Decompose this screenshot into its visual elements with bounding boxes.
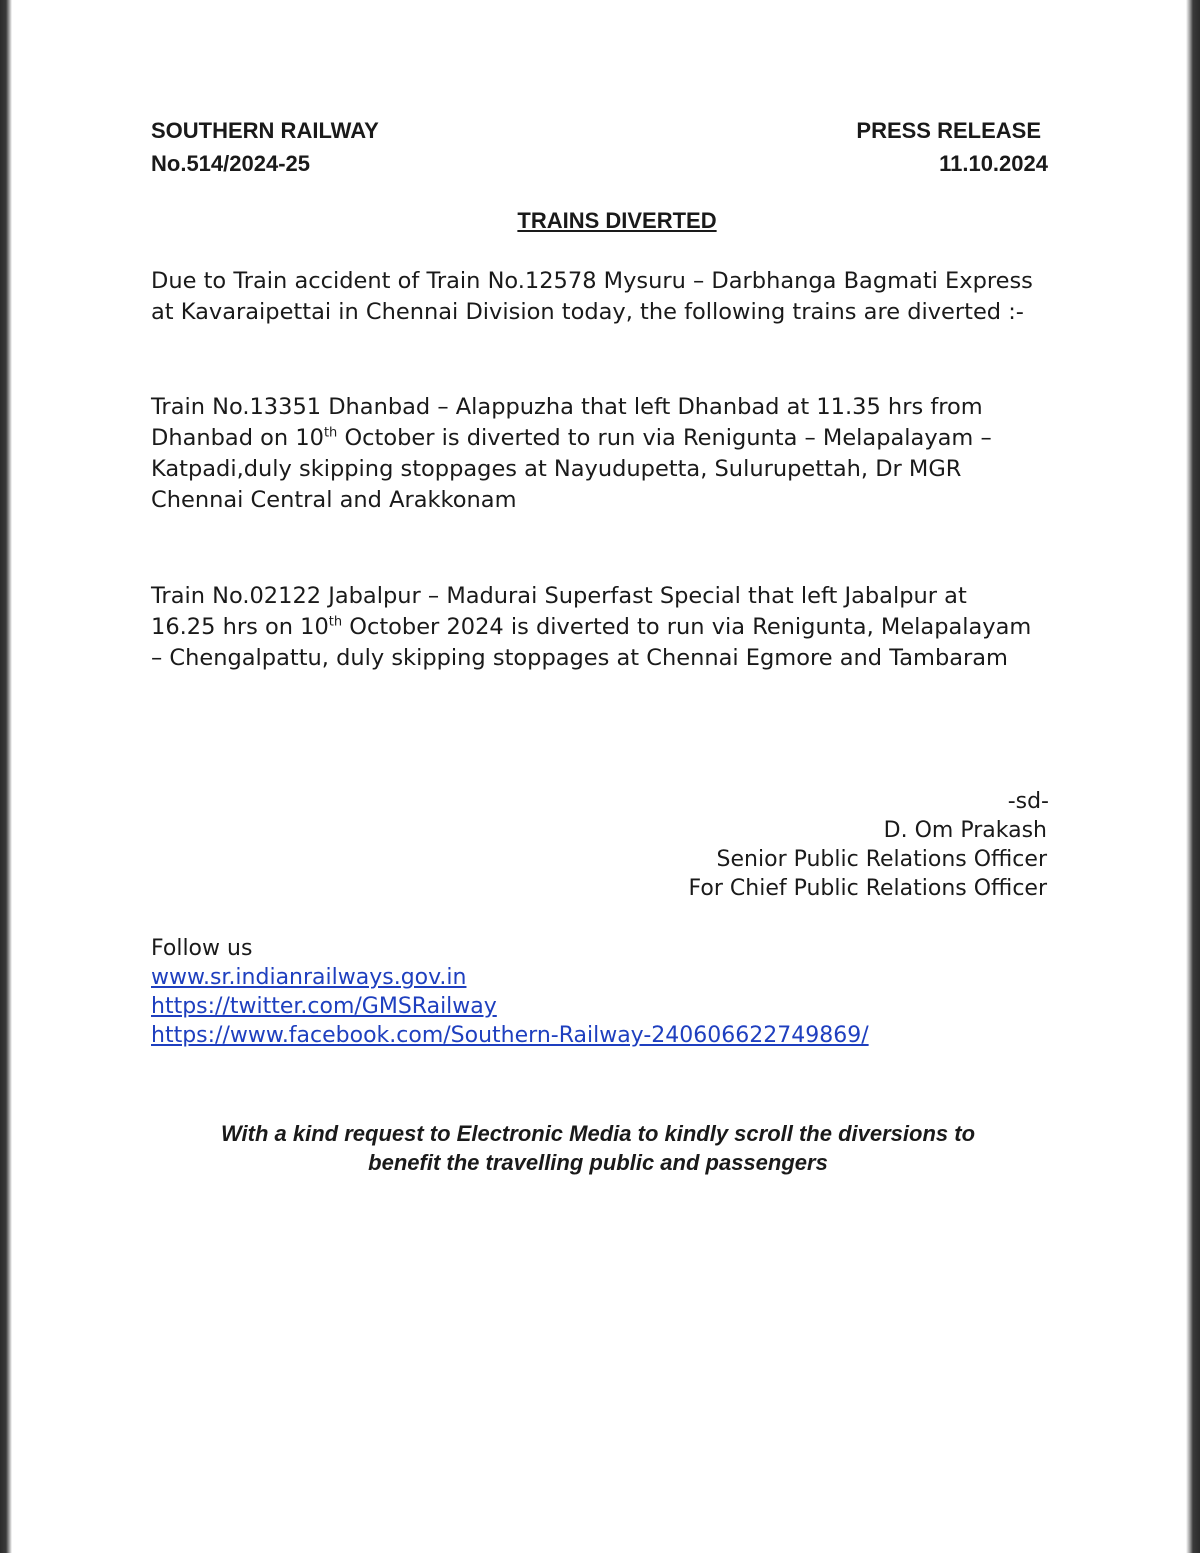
train-1-line-2 (151, 423, 1061, 454)
train-2-date-suffix: th (328, 614, 343, 630)
follow-us-label: Follow us (151, 936, 253, 961)
signatory-for: For Chief Public Relations Officer (688, 876, 1047, 901)
page-title: TRAINS DIVERTED (517, 208, 717, 233)
train-2-line-3: – Chengalpattu, duly skipping stoppages at Chennai Egmore and Tambaram (151, 645, 1008, 671)
website-link[interactable]: www.sr.indianrailways.gov.in (151, 965, 467, 990)
signature-sd: -sd- (1007, 789, 1049, 814)
follow-us-section (151, 934, 869, 1050)
release-date: 11.10.2024 (939, 151, 1048, 176)
train-2-paragraph (151, 581, 1061, 674)
train-2-line-2-start: 16.25 hrs on 10 (151, 614, 329, 640)
intro-paragraph (151, 266, 1061, 328)
train-1-line-1: Train No.13351 Dhanbad – Alappuzha that left Dhanbad at 11.35 hrs from (151, 394, 983, 420)
train-1-line-2-start: Dhanbad on 10 (151, 425, 324, 451)
intro-line-2: at Kavaraipettai in Chennai Division today, the following trains are diverted :- (151, 299, 1024, 325)
signatory-designation: Senior Public Relations Officer (716, 847, 1047, 872)
train-1-line-2-end: October is diverted to run via Renigunta – Melapalayam – (337, 425, 992, 451)
train-1-line-4: Chennai Central and Arakkonam (151, 487, 517, 513)
media-request-line-1: With a kind request to Electronic Media to kindly scroll the diversions to (220, 1121, 976, 1146)
document-type: PRESS RELEASE (856, 118, 1041, 143)
train-2-line-1: Train No.02122 Jabalpur – Madurai Superfast Special that left Jabalpur at (151, 583, 967, 609)
media-request (0, 1119, 1196, 1177)
train-1-line-3: Katpadi,duly skipping stoppages at Nayudupetta, Sulurupettah, Dr MGR (151, 456, 962, 482)
train-2-line-2-end: October 2024 is diverted to run via Renigunta, Melapalayam (342, 614, 1032, 640)
reference-number: No.514/2024-25 (151, 151, 310, 176)
train-1-date-suffix: th (323, 425, 338, 441)
train-1-paragraph (151, 392, 1061, 516)
media-request-line-2: benefit the travelling public and passengers (368, 1150, 828, 1175)
train-2-line-2 (151, 612, 1061, 643)
twitter-link[interactable]: https://twitter.com/GMSRailway (151, 994, 497, 1019)
org-name: SOUTHERN RAILWAY (151, 118, 379, 143)
intro-line-1: Due to Train accident of Train No.12578 Mysuru – Darbhanga Bagmati Express (151, 268, 1033, 294)
facebook-link[interactable]: https://www.facebook.com/Southern-Railway-240606622749869/ (151, 1023, 869, 1048)
signatory-name: D. Om Prakash (883, 818, 1047, 843)
